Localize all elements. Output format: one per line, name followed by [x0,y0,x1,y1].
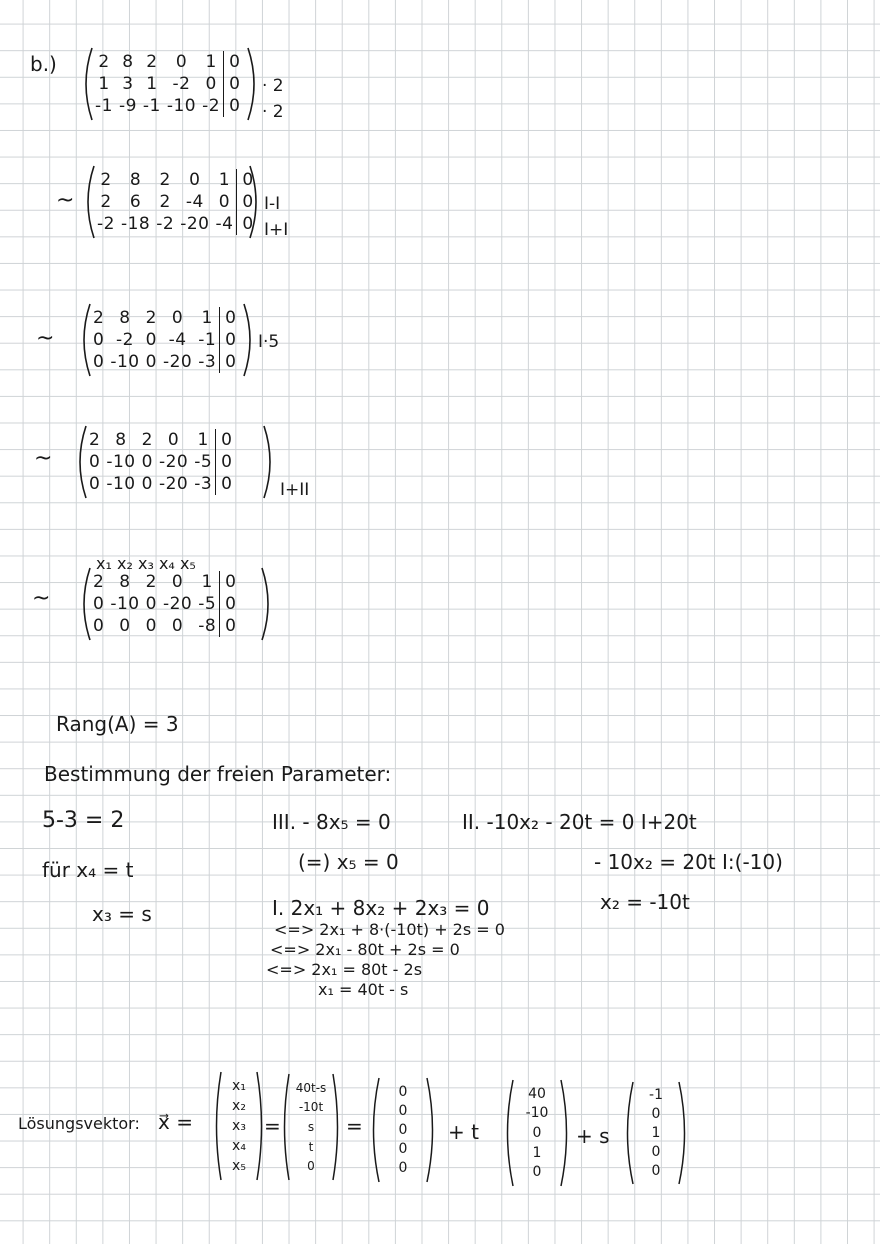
m1-r1c3: 2 [146,52,158,72]
m5-r2c5: -5 [198,594,217,614]
vec-t-5: 0 [532,1164,542,1181]
m1-op-row2: · 2 [262,76,284,96]
vec-val-3: s [307,1119,315,1134]
m5-r2c3: 0 [145,594,157,614]
m4-r1c3: 2 [141,430,153,450]
rank-line: Rang(A) = 3 [56,712,179,736]
vec-val-5: 0 [307,1159,315,1174]
m2-r1c1: 2 [100,170,112,190]
vec-s-3: 1 [651,1124,661,1141]
m2-r3c5: -4 [215,214,234,234]
tilde-3: ~ [34,446,53,471]
count-line: 5-3 = 2 [42,808,125,833]
m5-h3: x₃ [137,554,154,573]
m5-r3c5: -8 [198,616,217,636]
m4-r2c2: -10 [106,452,136,472]
m2-r1c5: 1 [218,170,231,190]
vec-zero-5: 0 [398,1160,408,1177]
m2-r1c2: 8 [129,170,142,190]
m4-r3c5: -3 [194,474,213,494]
m4-r2c1: 0 [89,452,101,472]
m1-r3c4: -10 [166,96,197,116]
eq-i-line-1: I. 2x₁ + 8x₂ + 2x₃ = 0 [272,896,490,920]
vec-zero-4: 0 [398,1141,408,1158]
m4-r2c6: 0 [216,451,236,473]
vector-values [280,1072,342,1182]
m2-op-row2: I-I [264,194,281,214]
eq-ii-step: - 10x₂ = 20t I:(-10) [594,850,783,874]
m5-r1c3: 2 [145,572,157,592]
eq-i-line-3: <=> 2x₁ - 80t + 2s = 0 [270,940,460,959]
m2-r2c2: 6 [129,192,142,212]
vec-val-2: -10t [298,1100,324,1115]
m4-r3c4: -20 [158,474,189,494]
eq-i-line-5: x₁ = 40t - s [318,980,409,999]
matrix-1 [80,46,260,122]
m3-r1c6: 0 [220,307,240,329]
m4-r2c3: 0 [141,452,153,472]
vec-s-5: 0 [651,1162,661,1179]
m2-r1c3: 2 [159,170,171,190]
m2-r2c5: 0 [218,192,231,212]
m1-r3c2: -9 [118,96,137,116]
x-vector-symbol: x⃗ = [158,1110,193,1134]
m1-r1c2: 8 [122,52,134,72]
m3-r2c5: -1 [198,330,217,350]
m1-r2c4: -2 [172,74,191,94]
m2-r3c4: -20 [180,214,210,234]
vector-variables [212,1070,266,1182]
m3-r3c2: -10 [110,352,140,372]
m5-r3c2: 0 [119,616,131,636]
vec-s-2: 0 [651,1106,661,1123]
equals-1: = [264,1114,281,1138]
eq-iii: III. - 8x₅ = 0 [272,810,391,834]
m5-r3c1: 0 [93,616,105,636]
m3-r2c1: 0 [93,330,105,350]
m2-r1c4: 0 [189,170,201,190]
vec-var-5: x₅ [232,1158,246,1174]
vec-var-2: x₂ [232,1098,246,1114]
m4-r1c5: 1 [197,430,209,450]
vec-t-3: 0 [532,1124,542,1141]
vec-zero-2: 0 [398,1102,408,1119]
vec-zero-3: 0 [398,1121,408,1138]
m1-r3c1: -1 [95,96,113,116]
m1-r3c5: -2 [202,96,221,116]
m5-r1c2: 8 [119,572,131,592]
m5-h5: x₅ [179,554,196,573]
m3-r2c6: 0 [220,329,240,351]
tilde-1: ~ [56,188,75,213]
m1-r3c6: 0 [224,95,244,117]
m1-r2c1: 1 [98,74,110,94]
m3-r3c6: 0 [220,351,240,373]
m1-op-row3: · 2 [262,102,284,122]
vec-var-1: x₁ [232,1078,246,1094]
eq-ii: II. -10x₂ - 20t = 0 I+20t [462,810,697,834]
m4-r3c6: 0 [216,473,236,495]
vec-t-1: 40 [528,1085,546,1102]
m2-op-row3: I+I [264,220,289,240]
m4-r3c3: 0 [141,474,153,494]
tilde-4: ~ [32,586,51,611]
vec-t-2: -10 [525,1105,549,1122]
m4-r2c5: -5 [194,452,213,472]
m4-r1c2: 8 [115,430,127,450]
m1-r3c3: -1 [142,96,161,116]
eq-i-line-4: <=> 2x₁ = 80t - 2s [266,960,423,979]
m3-op-row2: I·5 [258,332,280,352]
m1-r2c2: 3 [122,74,134,94]
m5-r1c5: 1 [201,572,213,592]
m4-r1c6: 0 [216,429,236,451]
m2-r3c2: -18 [120,214,151,234]
m1-r2c5: 0 [205,74,217,94]
m5-r2c2: -10 [110,594,140,614]
m3-r1c1: 2 [93,308,105,328]
m4-r1c4: 0 [167,430,180,450]
m5-r1c6: 0 [220,571,240,593]
vec-val-1: 40t-s [295,1080,327,1095]
m3-r1c3: 2 [145,308,157,328]
m3-r3c4: -20 [162,352,193,372]
solution-label: Lösungsvektor: [18,1114,140,1133]
plus-s: + s [576,1124,610,1148]
m5-r3c4: 0 [171,616,184,636]
m3-r3c5: -3 [198,352,217,372]
m1-r1c1: 2 [98,52,110,72]
m5-r3c3: 0 [145,616,157,636]
m2-r1c6: 0 [237,169,257,191]
vector-zero [368,1076,438,1184]
matrix-5 [78,566,274,642]
m3-r3c1: 0 [93,352,105,372]
m4-r2c4: -20 [158,452,189,472]
m2-r3c6: 0 [237,213,257,235]
vec-val-4: t [308,1139,314,1154]
m5-h2: x₂ [116,554,133,573]
m3-r1c4: 0 [171,308,184,328]
m3-r2c3: 0 [145,330,157,350]
vec-var-3: x₃ [232,1118,246,1134]
part-label: b.) [30,52,57,76]
m3-r2c2: -2 [115,330,134,350]
matrix-2 [82,164,262,240]
eq-iii-result: (=) x₅ = 0 [298,850,399,874]
plus-t: + t [448,1120,479,1144]
m2-r2c4: -4 [185,192,204,212]
m1-r1c6: 0 [224,51,244,73]
vector-s [622,1080,690,1186]
vec-var-4: x₄ [232,1138,246,1154]
m2-r2c3: 2 [159,192,171,212]
m2-r3c1: -2 [97,214,115,234]
vec-s-1: -1 [649,1087,663,1104]
m5-r1c1: 2 [93,572,105,592]
m3-r1c2: 8 [119,308,131,328]
vec-zero-1: 0 [398,1083,408,1100]
vec-t-4: 1 [532,1144,542,1161]
m5-h1: x₁ [96,554,112,573]
m1-r2c3: 1 [146,74,158,94]
matrix-3 [78,302,256,378]
vector-t [502,1078,572,1188]
tilde-2: ~ [36,326,55,351]
eq-ii-result: x₂ = -10t [600,890,690,914]
m5-h4: x₄ [158,554,175,573]
m3-r2c4: -4 [168,330,187,350]
fuer-line: für x₄ = t [42,858,134,882]
free-params-heading: Bestimmung der freien Parameter: [44,762,392,786]
m5-r1c4: 0 [171,572,184,592]
x3-line: x₃ = s [92,902,152,926]
m4-r1c1: 2 [89,430,101,450]
m5-r2c6: 0 [220,593,240,615]
m4-r3c2: -10 [106,474,136,494]
m2-r2c6: 0 [237,191,257,213]
m5-r2c1: 0 [93,594,105,614]
m3-r3c3: 0 [145,352,157,372]
m1-r1c4: 0 [175,52,188,72]
m1-r2c6: 0 [224,73,244,95]
eq-i-line-2: <=> 2x₁ + 8·(-10t) + 2s = 0 [274,920,505,939]
matrix-4 [74,424,276,500]
vec-s-4: 0 [651,1143,661,1160]
m3-r1c5: 1 [201,308,213,328]
m5-r3c6: 0 [220,615,240,637]
m1-r1c5: 1 [205,52,217,72]
m5-r2c4: -20 [162,594,193,614]
m2-r3c3: -2 [156,214,175,234]
m4-r3c1: 0 [89,474,101,494]
m4-op-row3: I+II [280,480,310,500]
equals-2: = [346,1114,363,1138]
m2-r2c1: 2 [100,192,112,212]
